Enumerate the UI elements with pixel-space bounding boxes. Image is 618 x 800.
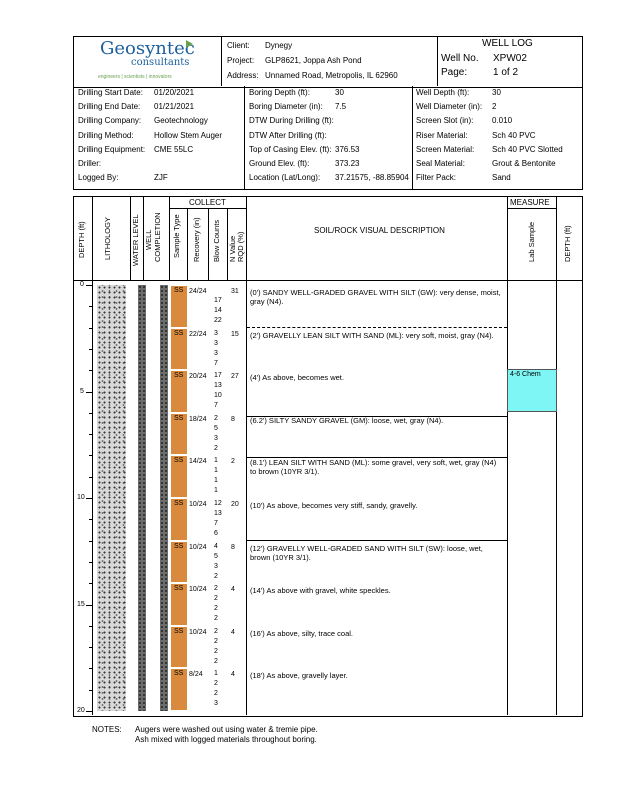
- info-label: Logged By:: [78, 173, 119, 183]
- sample-recovery: 10/24: [189, 586, 207, 594]
- info-label: Drilling Equipment:: [78, 144, 146, 154]
- n-value: 8: [231, 543, 235, 551]
- layer-boundary: [247, 416, 507, 417]
- sample-recovery: 18/24: [189, 415, 207, 423]
- logo-name: Geosyntec: [100, 38, 195, 59]
- blow-count: 2: [214, 627, 218, 635]
- info-label: Well Diameter (in):: [416, 102, 483, 112]
- info-label: Screen Material:: [416, 144, 475, 154]
- info-value: Hollow Stem Auger: [154, 130, 223, 140]
- col-depth-right: DEPTH (ft): [563, 225, 572, 262]
- info-value: 373.23: [335, 159, 360, 168]
- info-label: Screen Slot (in):: [416, 116, 474, 126]
- blow-count: 2: [214, 680, 218, 688]
- blow-count: 2: [214, 605, 218, 613]
- info-label: Filter Pack:: [416, 173, 457, 183]
- info-label: Ground Elev. (ft):: [249, 159, 310, 168]
- description-text: (18') As above, gravelly layer.: [250, 671, 348, 681]
- depth-tick: [89, 328, 92, 329]
- blow-count: 2: [214, 414, 218, 422]
- depth-label: 0: [80, 281, 84, 288]
- sample-type: SS: [174, 500, 184, 507]
- description-text: (10') As above, becomes very stiff, sandy, gravelly.: [250, 501, 418, 510]
- col-lithology: LITHOLOGY: [103, 217, 112, 260]
- info-label: Riser Material:: [416, 130, 468, 140]
- col-description: SOIL/ROCK VISUAL DESCRIPTION: [314, 226, 445, 235]
- info-value: Sch 40 PVC: [492, 130, 536, 140]
- info-value: Sch 40 PVC Slotted: [492, 144, 563, 154]
- sample-recovery: 10/24: [189, 628, 207, 636]
- layer-boundary: [247, 457, 507, 458]
- page-label: Page:: [441, 67, 468, 78]
- description-text: (8.1') LEAN SILT WITH SAND (ML): some gravel, very soft, wet, gray (N4) to brown (10YR 3/1).: [250, 458, 497, 477]
- depth-tick: [89, 541, 92, 542]
- sample-type: SS: [174, 670, 184, 678]
- blow-count: 10: [214, 392, 222, 400]
- info-label: Seal Material:: [416, 159, 465, 168]
- n-value: 15: [231, 330, 239, 338]
- well-casing-left: [138, 285, 146, 711]
- info-value: Grout & Bentonite: [492, 159, 556, 168]
- blow-count: 2: [214, 657, 218, 665]
- well-casing-right: [160, 285, 168, 711]
- blow-count: 2: [214, 444, 218, 452]
- sample-type: SS: [174, 287, 184, 294]
- sample-recovery: 10/24: [189, 543, 207, 551]
- blow-count: 3: [214, 434, 218, 442]
- n-value: 8: [231, 415, 235, 423]
- description-text: (16') As above, silty, trace coal.: [250, 628, 354, 638]
- lab-sample-label: 4-6 Chem: [510, 371, 541, 378]
- info-value: 30: [492, 88, 501, 97]
- blow-count: 13: [214, 382, 222, 390]
- info-label: DTW During Drilling (ft):: [249, 116, 334, 126]
- n-value: 4: [231, 586, 235, 594]
- well-log-title: WELL LOG: [482, 38, 533, 49]
- sample-type: SS: [174, 585, 184, 593]
- logo-sub: consultants: [131, 57, 190, 68]
- blow-count: 3: [214, 329, 218, 337]
- blow-count: 17: [214, 372, 222, 380]
- info-label: Driller:: [78, 159, 102, 168]
- info-label: Boring Depth (ft):: [249, 88, 310, 97]
- depth-tick: [89, 690, 92, 691]
- blow-count: 1: [214, 457, 218, 465]
- blow-count: 17: [214, 297, 222, 304]
- blow-count: 13: [214, 510, 222, 517]
- blow-count: 1: [214, 670, 218, 678]
- blow-count: 3: [214, 700, 218, 708]
- info-value: Sand: [492, 173, 511, 183]
- depth-tick: [89, 370, 92, 371]
- blow-count: 3: [214, 562, 218, 570]
- blow-count: 2: [214, 637, 218, 645]
- depth-tick: [86, 711, 92, 712]
- blow-count: 1: [214, 487, 218, 495]
- layer-boundary: [247, 327, 507, 328]
- n-value: 31: [231, 288, 239, 295]
- info-value: Geotechnology: [154, 116, 208, 126]
- depth-tick: [89, 455, 92, 456]
- n-value: 4: [231, 628, 235, 636]
- info-value: 37.21575, -88.85904: [335, 173, 409, 183]
- sample-type: SS: [174, 457, 184, 465]
- sample-recovery: 24/24: [189, 288, 207, 295]
- blow-count: 2: [214, 572, 218, 580]
- depth-tick: [89, 668, 92, 669]
- notes-line-2: Ash mixed with logged materials throughout boring.: [135, 735, 317, 744]
- col-lab-sample: Lab Sample: [527, 221, 536, 262]
- sample-type: SS: [174, 329, 184, 337]
- info-label: DTW After Drilling (ft):: [249, 130, 327, 140]
- blow-count: 2: [214, 595, 218, 603]
- depth-tick: [89, 583, 92, 584]
- col-recovery: Recovery (in): [192, 217, 201, 262]
- blow-count: 2: [214, 647, 218, 655]
- sample-recovery: 20/24: [189, 373, 207, 381]
- notes-line-1: Augers were washed out using water & tremie pipe.: [135, 725, 318, 734]
- depth-label: 10: [77, 494, 85, 501]
- blow-count: 12: [214, 500, 222, 507]
- depth-tick: [89, 434, 92, 435]
- sample-type: SS: [174, 372, 184, 380]
- layer-boundary: [247, 540, 507, 541]
- blow-count: 2: [214, 585, 218, 593]
- col-depth: DEPTH (ft): [77, 221, 86, 258]
- depth-tick: [89, 626, 92, 627]
- depth-tick: [86, 498, 92, 499]
- col-well: WELL: [144, 229, 153, 250]
- col-water-level: WATER LEVEL: [131, 214, 140, 266]
- sample-type: SS: [174, 542, 184, 550]
- info-label: Drilling Start Date:: [78, 88, 143, 97]
- n-value: 27: [231, 373, 239, 381]
- col-blow-counts: Blow Counts: [212, 219, 221, 262]
- info-label: Top of Casing Elev. (ft):: [249, 144, 332, 154]
- col-collect: COLLECT: [189, 198, 226, 207]
- description-text: (12') GRAVELLY WELL-GRADED SAND WITH SILT (SW): loose, wet, brown (10YR 3/1).: [250, 543, 483, 562]
- logo-triangle-icon: [186, 40, 193, 48]
- description-text: (0') SANDY WELL-GRADED GRAVEL WITH SILT (GW): very dense, moist, gray (N4).: [250, 288, 501, 306]
- depth-label: 20: [77, 707, 85, 714]
- blow-count: 7: [214, 359, 218, 367]
- depth-tick: [89, 562, 92, 563]
- info-value: 30: [335, 88, 344, 97]
- col-rqd: RQD (%): [236, 231, 245, 262]
- n-value: 2: [231, 458, 235, 466]
- blow-count: 22: [214, 317, 222, 324]
- blow-count: 3: [214, 349, 218, 357]
- n-value: 20: [231, 501, 239, 508]
- logo-tagline: engineers | scientists | innovators: [98, 74, 172, 80]
- blow-count: 6: [214, 530, 218, 537]
- blow-count: 1: [214, 477, 218, 485]
- blow-count: 2: [214, 690, 218, 698]
- depth-tick: [89, 413, 92, 414]
- blow-count: 3: [214, 339, 218, 347]
- address-label: Address:: [227, 71, 259, 80]
- depth-tick: [89, 647, 92, 648]
- lithology-column: [97, 285, 126, 711]
- well-no-value: XPW02: [493, 53, 527, 64]
- blow-count: 7: [214, 402, 218, 410]
- depth-tick: [89, 306, 92, 307]
- page-value: 1 of 2: [493, 67, 519, 78]
- info-label: Drilling End Date:: [78, 102, 141, 112]
- project-label: Project:: [227, 56, 255, 65]
- sample-type: SS: [174, 627, 184, 635]
- info-value: 01/20/2021: [154, 88, 195, 97]
- info-value: 376.53: [335, 144, 360, 154]
- info-label: Well Depth (ft):: [416, 88, 470, 97]
- sample-type: SS: [174, 414, 184, 422]
- info-value: CME 55LC: [154, 144, 194, 154]
- blow-count: 1: [214, 467, 218, 475]
- info-value: 2: [492, 102, 497, 112]
- description-text: (6.2') SILTY SANDY GRAVEL (GM): loose, wet, gray (N4).: [250, 415, 444, 425]
- description-text: (4') As above, becomes wet.: [250, 373, 344, 383]
- client-value: Dynegy: [265, 41, 293, 50]
- depth-label: 5: [80, 387, 84, 395]
- info-label: Boring Diameter (in):: [249, 102, 323, 112]
- blow-count: 7: [214, 520, 218, 527]
- description-text: (14') As above with gravel, white speckles.: [250, 586, 391, 596]
- blow-count: 5: [214, 424, 218, 432]
- client-label: Client:: [227, 41, 250, 50]
- notes-label: NOTES:: [92, 725, 122, 734]
- depth-tick: [86, 392, 92, 393]
- blow-count: 14: [214, 307, 222, 314]
- info-label: Drilling Method:: [78, 130, 134, 140]
- well-no-label: Well No.: [441, 53, 479, 64]
- blow-count: 4: [214, 542, 218, 550]
- address-value: Unnamed Road, Metropolis, IL 62960: [265, 71, 398, 80]
- n-value: 4: [231, 671, 235, 679]
- depth-tick: [89, 477, 92, 478]
- info-value: 7.5: [335, 102, 347, 112]
- project-value: GLP8621, Joppa Ash Pond: [265, 56, 362, 65]
- blow-count: 2: [214, 615, 218, 623]
- col-measure: MEASURE: [510, 198, 550, 207]
- col-completion: COMPLETION: [153, 212, 162, 262]
- depth-tick: [89, 519, 92, 520]
- info-value: 01/21/2021: [154, 102, 195, 112]
- info-label: Location (Lat/Long):: [249, 173, 321, 183]
- blow-count: 5: [214, 552, 218, 560]
- col-sample-type: Sample Type: [172, 214, 181, 258]
- sample-recovery: 10/24: [189, 501, 207, 508]
- sample-recovery: 8/24: [189, 671, 203, 679]
- sample-recovery: 14/24: [189, 458, 207, 466]
- description-text: (2') GRAVELLY LEAN SILT WITH SAND (ML): very soft, moist, gray (N4).: [250, 330, 494, 340]
- depth-tick: [86, 285, 92, 286]
- sample-recovery: 22/24: [189, 330, 207, 338]
- depth-tick: [89, 349, 92, 350]
- info-value: 0.010: [492, 116, 513, 126]
- depth-tick: [86, 605, 92, 606]
- col-n-value: N Value: [228, 235, 237, 262]
- depth-label: 15: [77, 600, 85, 608]
- info-value: ZJF: [154, 173, 168, 183]
- info-label: Drilling Company:: [78, 116, 142, 126]
